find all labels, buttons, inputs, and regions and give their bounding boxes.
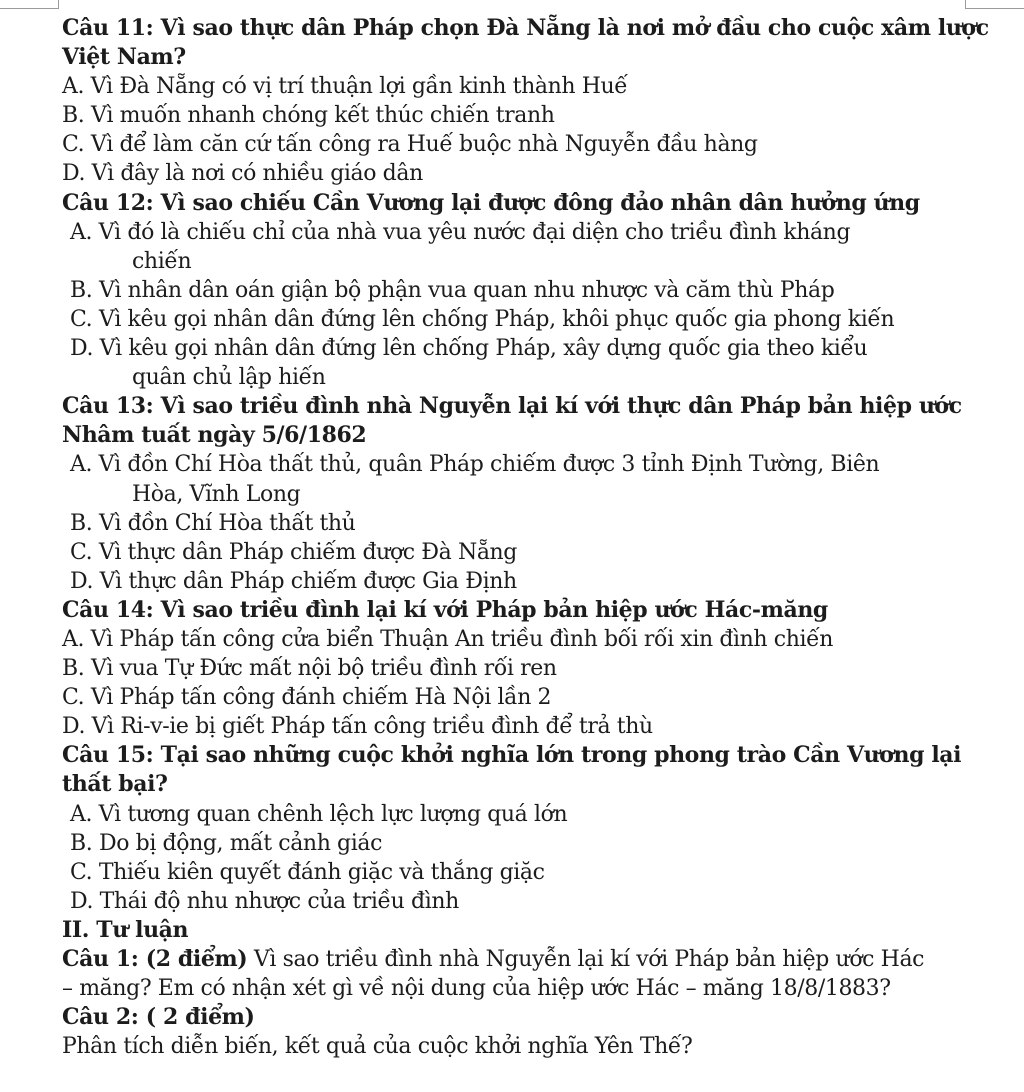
question-12-title: Câu 12: Vì sao chiếu Cần Vương lại được đông đảo nhân dân hưởng ứng [62, 189, 920, 216]
question-11-option-c: C. Vì để làm căn cứ tấn công ra Huế buộc nhà Nguyễn đầu hàng [62, 132, 758, 158]
section-2-heading: II. Tư luận [62, 916, 189, 943]
question-13-option-a: A. Vì đồn Chí Hòa thất thủ, quân Pháp chiếm được 3 tỉnh Định Tường, Biên [70, 452, 880, 478]
question-13-title: Câu 13: Vì sao triều đình nhà Nguyễn lại kí với thực dân Pháp bản hiệp ước [62, 393, 962, 420]
essay-question-1-label: Câu 1: (2 điểm) [62, 946, 248, 972]
question-15-option-a: A. Vì tương quan chênh lệch lực lượng quá lớn [70, 801, 568, 827]
page-corner-mark-right [965, 0, 1024, 9]
question-11-title: Câu 11: Vì sao thực dân Pháp chọn Đà Nẵng là nơi mở đầu cho cuộc xâm lược [62, 15, 989, 41]
question-14-option-d: D. Vì Ri-v-ie bị giết Pháp tấn công triều đình để trả thù [62, 714, 653, 740]
question-12-option-a-cont: chiến [132, 248, 192, 274]
essay-question-2-text: Phân tích diễn biến, kết quả của cuộc khởi nghĩa Yên Thế? [62, 1034, 693, 1060]
question-11-title-cont: Việt Nam? [62, 44, 186, 71]
question-15-option-d: D. Thái độ nhu nhược của triều đình [70, 888, 459, 914]
question-13-title-cont: Nhâm tuất ngày 5/6/1862 [62, 422, 367, 449]
question-14-option-a: A. Vì Pháp tấn công cửa biển Thuận An triều đình bối rối xin đình chiến [62, 626, 834, 652]
question-13-option-d: D. Vì thực dân Pháp chiếm được Gia Định [70, 568, 517, 594]
essay-question-1-text: Vì sao triều đình nhà Nguyễn lại kí với Pháp bản hiệp ước Hác [247, 947, 925, 972]
question-15-title: Câu 15: Tại sao những cuộc khởi nghĩa lớn trong phong trào Cần Vương lại [62, 742, 962, 769]
essay-question-2-label: Câu 2: ( 2 điểm) [62, 1004, 255, 1031]
page-corner-mark-left [0, 0, 59, 9]
document-content [62, 14, 989, 1061]
question-11-option-a: A. Vì Đà Nẵng có vị trí thuận lợi gần kinh thành Huế [62, 74, 628, 100]
question-15-option-b: B. Do bị động, mất cảnh giác [70, 830, 383, 856]
question-12-option-d: D. Vì kêu gọi nhân dân đứng lên chống Pháp, xây dựng quốc gia theo kiểu [70, 336, 868, 362]
essay-question-1 [62, 945, 982, 974]
question-13-option-a-cont: Hòa, Vĩnh Long [132, 481, 301, 507]
question-13-option-b: B. Vì đồn Chí Hòa thất thủ [70, 510, 356, 536]
question-12-option-b: B. Vì nhân dân oán giận bộ phận vua quan nhu nhược và căm thù Pháp [70, 277, 835, 303]
question-15-title-cont: thất bại? [62, 771, 168, 798]
essay-question-1-cont: – măng? Em có nhận xét gì về nội dung của hiệp ước Hác – măng 18/8/1883? [62, 976, 891, 1002]
question-14-title: Câu 14: Vì sao triều đình lại kí với Pháp bản hiệp ước Hác-măng [62, 596, 828, 623]
question-12-option-d-cont: quân chủ lập hiến [132, 365, 326, 391]
question-12-option-c: C. Vì kêu gọi nhân dân đứng lên chống Pháp, khôi phục quốc gia phong kiến [70, 306, 895, 332]
question-14-option-b: B. Vì vua Tự Đức mất nội bộ triều đình rối ren [62, 656, 557, 682]
question-11-option-d: D. Vì đây là nơi có nhiều giáo dân [62, 161, 423, 187]
question-12-option-a: A. Vì đó là chiếu chỉ của nhà vua yêu nước đại diện cho triều đình kháng [70, 219, 851, 245]
question-15-option-c: C. Thiếu kiên quyết đánh giặc và thắng giặc [70, 859, 545, 885]
question-14-option-c: C. Vì Pháp tấn công đánh chiếm Hà Nội lần 2 [62, 685, 552, 711]
question-13-option-c: C. Vì thực dân Pháp chiếm được Đà Nẵng [70, 539, 517, 565]
question-11-option-b: B. Vì muốn nhanh chóng kết thúc chiến tranh [62, 103, 555, 129]
